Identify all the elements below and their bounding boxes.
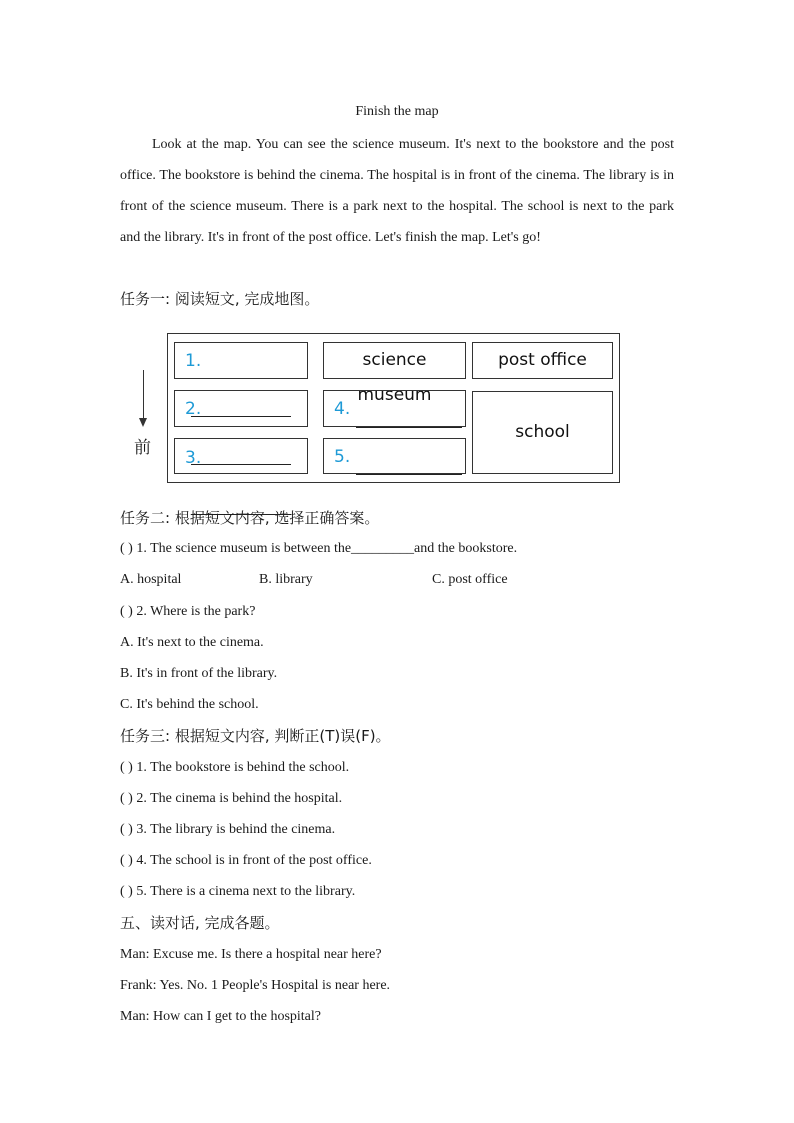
- map-cell-number: 3.: [185, 448, 202, 468]
- task3-heading: 任务三: 根据短文内容, 判断正(T)误(F)。: [120, 727, 391, 745]
- task2-question-2: ( ) 2. Where is the park?: [120, 604, 256, 619]
- map-cell-post-office: post office: [472, 342, 613, 379]
- section5-heading: 五、读对话, 完成各题。: [120, 914, 280, 932]
- task2-question-1: ( ) 1. The science museum is between the_________and the bookstore.: [120, 541, 518, 556]
- direction-arrow-icon: [139, 418, 147, 427]
- dialogue-line: Frank: Yes. No. 1 People's Hospital is near here.: [120, 978, 391, 993]
- task2-q1-option-b[interactable]: B. library: [259, 572, 313, 587]
- dialogue-line: Man: How can I get to the hospital?: [120, 1009, 322, 1024]
- map-cell-1[interactable]: [174, 342, 308, 379]
- direction-arrow-line: [143, 370, 144, 422]
- task3-item: ( ) 2. The cinema is behind the hospital.: [120, 791, 343, 806]
- task2-q2-option-b[interactable]: B. It's in front of the library.: [120, 666, 278, 681]
- map-cell-3[interactable]: [174, 438, 308, 474]
- task1-heading: 任务一: 阅读短文, 完成地图。: [120, 290, 320, 308]
- task2-q2-option-a[interactable]: A. It's next to the cinema.: [120, 635, 264, 650]
- task3-item: ( ) 5. There is a cinema next to the library.: [120, 884, 356, 899]
- front-label: 前: [134, 438, 151, 458]
- task2-q1-option-a[interactable]: A. hospital: [120, 572, 182, 587]
- map-cell-school: school: [472, 391, 613, 474]
- map-cell-2[interactable]: [174, 390, 308, 427]
- task3-item: ( ) 4. The school is in front of the post office.: [120, 853, 372, 868]
- map-cell-number: 5.: [334, 447, 351, 467]
- map-cell-number: 4.: [334, 399, 351, 419]
- map-cell-science-museum: science museum: [323, 342, 466, 379]
- map-cell-number: 1.: [185, 351, 202, 371]
- reading-passage: Look at the map. You can see the science museum. It's next to the bookstore and the post office. The bookstore is behind the cinema. The hospital is in front of the cinema. The library is in front of the science museum. There is a park next to the hospital. The school is next to the park and the library. It's in front of the post office. Let's finish the map. Let's go!: [120, 137, 674, 245]
- task3-item: ( ) 3. The library is behind the cinema.: [120, 822, 336, 837]
- map-cell-number: 2.: [185, 399, 202, 419]
- dialogue-line: Man: Excuse me. Is there a hospital near here?: [120, 947, 382, 962]
- map-cell-5[interactable]: [323, 438, 466, 474]
- worksheet-title: Finish the map: [355, 104, 439, 119]
- map-grid: [167, 333, 620, 483]
- task2-heading: 任务二: 根据短文内容, 选择正确答案。: [120, 509, 380, 527]
- map-cell-4[interactable]: [323, 390, 466, 427]
- task2-q2-option-c[interactable]: C. It's behind the school.: [120, 697, 259, 712]
- task2-q1-option-c[interactable]: C. post office: [432, 572, 508, 587]
- task3-item: ( ) 1. The bookstore is behind the school.: [120, 760, 350, 775]
